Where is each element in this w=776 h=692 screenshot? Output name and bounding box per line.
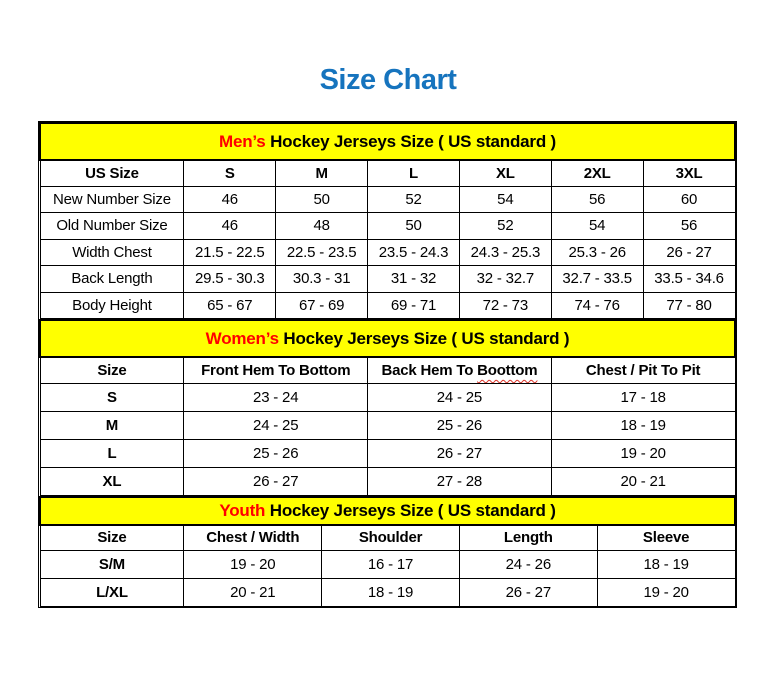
data-cell: 60 [643, 186, 735, 213]
data-cell: 24 - 26 [459, 551, 597, 579]
data-cell: 33.5 - 34.6 [643, 266, 735, 293]
womens-row-m [40, 411, 735, 439]
row-label-cell: Width Chest [40, 239, 184, 266]
row-label-cell: M [40, 411, 184, 439]
row-label-cell: S/M [40, 551, 184, 579]
mens-size-table [39, 122, 736, 319]
youth-size-table [39, 496, 736, 608]
data-cell: 25 - 26 [184, 439, 368, 467]
page-title: Size Chart [319, 64, 457, 96]
row-label-cell: L [40, 439, 184, 467]
mens-title-text: Hockey Jerseys Size ( US standard ) [265, 131, 556, 151]
data-cell: 56 [551, 186, 643, 213]
column-header-back-hem-to-boottom [368, 357, 552, 383]
mens-column-header-row [40, 160, 735, 186]
youth-section-header [40, 497, 735, 525]
column-header-chest-width: Chest / Width [184, 525, 322, 551]
data-cell: 46 [184, 186, 276, 213]
mens-row-body-height [40, 292, 735, 319]
data-cell: 18 - 19 [551, 411, 735, 439]
data-cell: 50 [368, 213, 460, 240]
column-header-us-size: US Size [40, 160, 184, 186]
data-cell: 65 - 67 [184, 292, 276, 319]
row-label-cell: Back Length [40, 266, 184, 293]
data-cell: 67 - 69 [276, 292, 368, 319]
data-cell: 72 - 73 [459, 292, 551, 319]
youth-row-s-m [40, 551, 735, 579]
mens-row-width-chest [40, 239, 735, 266]
size-chart-tables [38, 121, 737, 608]
womens-column-header-row [40, 357, 735, 383]
column-header-length: Length [459, 525, 597, 551]
data-cell: 48 [276, 213, 368, 240]
row-label-cell: XL [40, 467, 184, 495]
data-cell: 54 [459, 186, 551, 213]
youth-column-header-row [40, 525, 735, 551]
data-cell: 26 - 27 [368, 439, 552, 467]
womens-size-table [39, 319, 736, 496]
data-cell: 69 - 71 [368, 292, 460, 319]
data-cell: 18 - 19 [597, 551, 735, 579]
womens-section-header [40, 320, 735, 357]
youth-accent-text: Youth [219, 500, 266, 520]
mens-row-new-number-size [40, 186, 735, 213]
youth-title-text: Hockey Jerseys Size ( US standard ) [265, 500, 556, 520]
column-header-m: M [276, 160, 368, 186]
data-cell: 52 [368, 186, 460, 213]
data-cell: 18 - 19 [322, 579, 460, 607]
data-cell: 21.5 - 22.5 [184, 239, 276, 266]
data-cell: 19 - 20 [597, 579, 735, 607]
data-cell: 19 - 20 [551, 439, 735, 467]
column-header-front-hem-to-bottom: Front Hem To Bottom [184, 357, 368, 383]
data-cell: 20 - 21 [184, 579, 322, 607]
data-cell: 32.7 - 33.5 [551, 266, 643, 293]
column-header-s: S [184, 160, 276, 186]
data-cell: 20 - 21 [551, 467, 735, 495]
data-cell: 25.3 - 26 [551, 239, 643, 266]
mens-section-header [40, 123, 735, 160]
data-cell: 46 [184, 213, 276, 240]
mens-row-back-length [40, 266, 735, 293]
data-cell: 17 - 18 [551, 383, 735, 411]
data-cell: 54 [551, 213, 643, 240]
data-cell: 29.5 - 30.3 [184, 266, 276, 293]
column-header-text: Back Hem To [381, 361, 478, 379]
column-header-l: L [368, 160, 460, 186]
data-cell: 77 - 80 [643, 292, 735, 319]
data-cell: 26 - 27 [184, 467, 368, 495]
row-label-cell: S [40, 383, 184, 411]
data-cell: 19 - 20 [184, 551, 322, 579]
womens-title-text: Hockey Jerseys Size ( US standard ) [278, 328, 570, 348]
data-cell: 26 - 27 [643, 239, 735, 266]
row-label-cell: Old Number Size [40, 213, 184, 240]
youth-row-l-xl [40, 579, 735, 607]
womens-row-s [40, 383, 735, 411]
row-label-cell: L/XL [40, 579, 184, 607]
row-label-cell: Body Height [40, 292, 184, 319]
misspelled-word-squiggle: Boottom [477, 361, 538, 379]
data-cell: 24.3 - 25.3 [459, 239, 551, 266]
mens-row-old-number-size [40, 213, 735, 240]
row-label-cell: New Number Size [40, 186, 184, 213]
column-header-shoulder: Shoulder [322, 525, 460, 551]
womens-row-xl [40, 467, 735, 495]
data-cell: 23.5 - 24.3 [368, 239, 460, 266]
column-header-3xl: 3XL [643, 160, 735, 186]
column-header-size: Size [40, 357, 184, 383]
womens-accent-text: Women’s [205, 328, 279, 348]
column-header-2xl: 2XL [551, 160, 643, 186]
data-cell: 32 - 32.7 [459, 266, 551, 293]
data-cell: 74 - 76 [551, 292, 643, 319]
data-cell: 22.5 - 23.5 [276, 239, 368, 266]
column-header-sleeve: Sleeve [597, 525, 735, 551]
data-cell: 50 [276, 186, 368, 213]
data-cell: 24 - 25 [368, 383, 552, 411]
data-cell: 27 - 28 [368, 467, 552, 495]
data-cell: 52 [459, 213, 551, 240]
column-header-size: Size [40, 525, 184, 551]
womens-section-title [40, 320, 735, 357]
data-cell: 31 - 32 [368, 266, 460, 293]
data-cell: 25 - 26 [368, 411, 552, 439]
mens-section-title [40, 123, 735, 160]
womens-row-l [40, 439, 735, 467]
column-header-xl: XL [459, 160, 551, 186]
youth-section-title [40, 497, 735, 525]
column-header-chest-pit-to-pit: Chest / Pit To Pit [551, 357, 735, 383]
data-cell: 16 - 17 [322, 551, 460, 579]
data-cell: 26 - 27 [459, 579, 597, 607]
data-cell: 23 - 24 [184, 383, 368, 411]
data-cell: 56 [643, 213, 735, 240]
data-cell: 24 - 25 [184, 411, 368, 439]
mens-accent-text: Men’s [219, 131, 266, 151]
data-cell: 30.3 - 31 [276, 266, 368, 293]
